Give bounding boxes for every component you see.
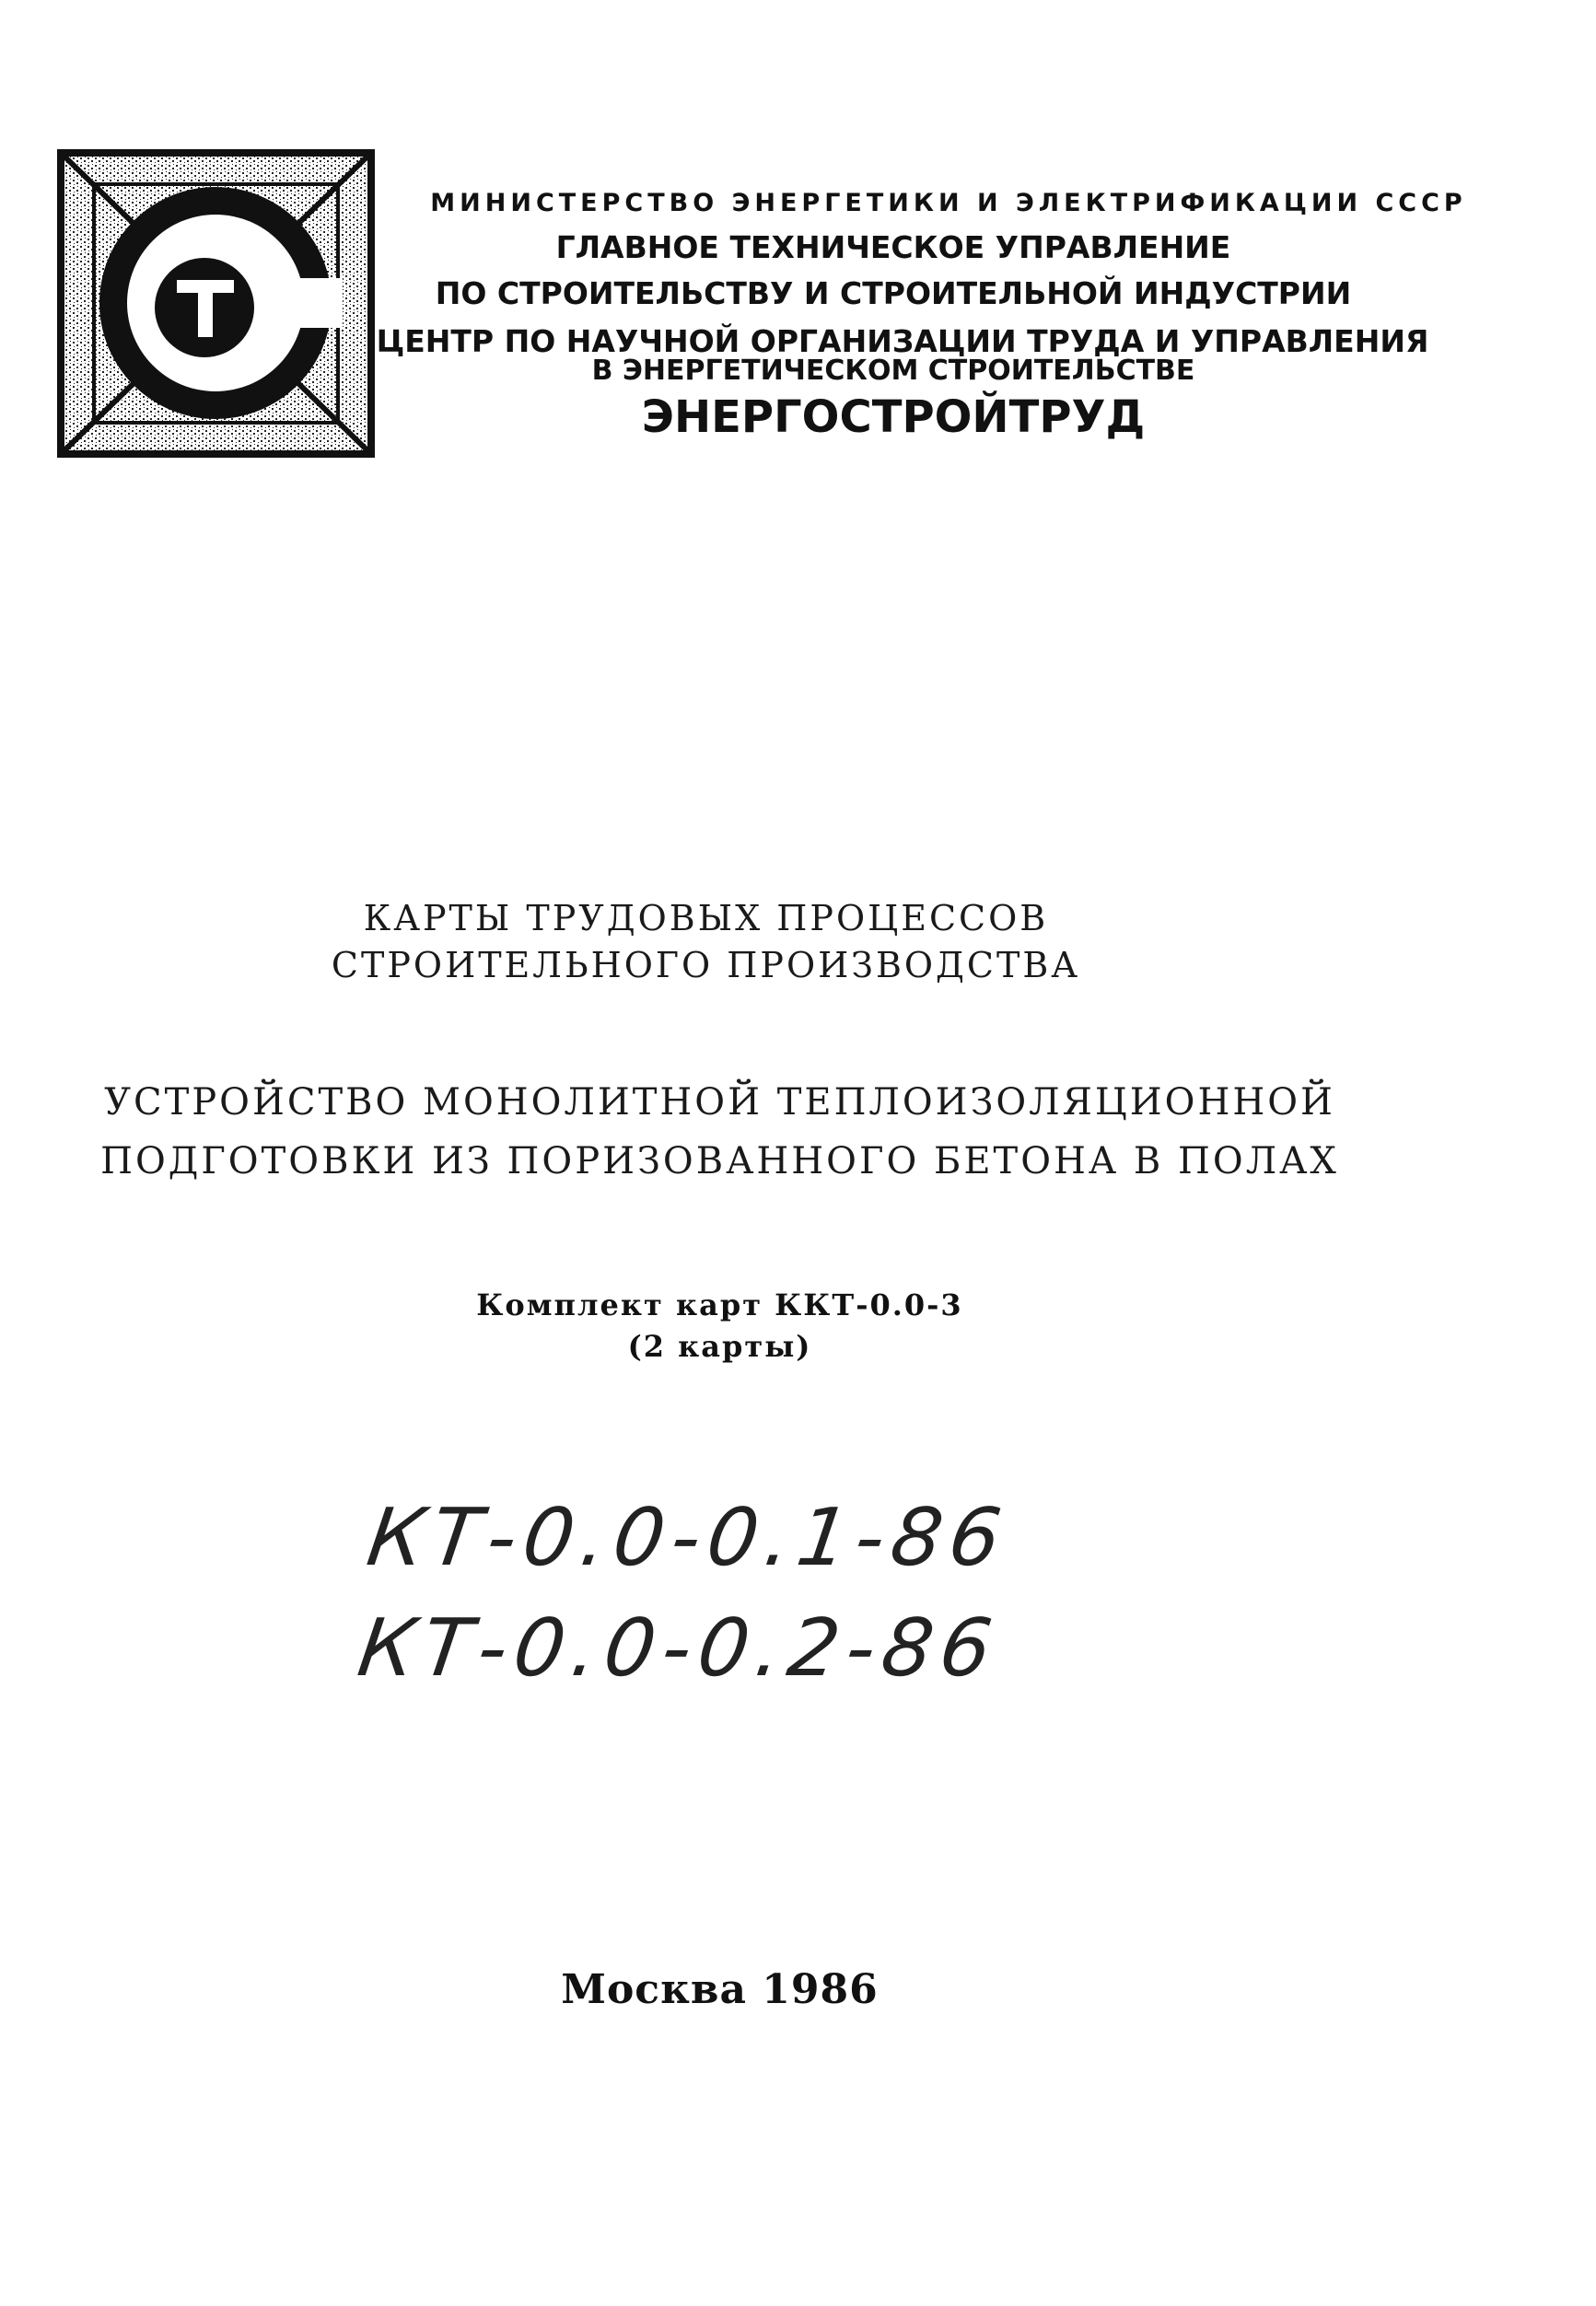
handwritten-card-number-1: КТ-0.0-0.1-86 <box>361 1492 1014 1584</box>
sub-department: ПО СТРОИТЕЛЬСТВУ И СТРОИТЕЛЬНОЙ ИНДУСТРИИ <box>435 274 1352 311</box>
header-organization-block <box>368 189 1474 444</box>
kit-designation-line-1: Комплект карт ККТ-0.0-3 <box>476 1287 963 1322</box>
brand-name: ЭНЕРГОСТРОЙТРУД <box>641 391 1146 444</box>
publication-place-year <box>0 1966 1596 2013</box>
main-department: ГЛАВНОЕ ТЕХНИЧЕСКОЕ УПРАВЛЕНИЕ <box>555 229 1231 266</box>
handwritten-card-numbers <box>0 1473 1013 1713</box>
document-title-line-2: ПОДГОТОВКИ ИЗ ПОРИЗОВАННОГО БЕТОНА В ПОЛАХ <box>100 1140 1339 1182</box>
series-title <box>0 895 1596 990</box>
document-title-line-1: УСТРОЙСТВО МОНОЛИТНОЙ ТЕПЛОИЗОЛЯЦИОННОЙ <box>104 1081 1335 1124</box>
ministry-name: МИНИСТЕРСТВО ЭНЕРГЕТИКИ И ЭЛЕКТРИФИКАЦИИ СССР <box>430 189 1467 217</box>
center-name-line-2: В ЭНЕРГЕТИЧЕСКОМ СТРОИТЕЛЬСТВЕ <box>591 354 1195 387</box>
kit-designation-line-2: (2 карты) <box>627 1328 812 1364</box>
place-year-text: Москва 1986 <box>561 1966 879 2013</box>
handwritten-card-number-2: КТ-0.0-0.2-86 <box>352 1602 1005 1695</box>
series-title-line-1: КАРТЫ ТРУДОВЫХ ПРОЦЕССОВ <box>363 898 1049 938</box>
center-name-line-1: ЦЕНТР ПО НАУЧНОЙ ОРГАНИЗАЦИИ ТРУДА И УПРАВЛЕНИЯ <box>376 322 1429 359</box>
document-title <box>0 1073 1596 1191</box>
series-title-line-2: СТРОИТЕЛЬНОГО ПРОИЗВОДСТВА <box>331 945 1081 986</box>
kit-designation <box>0 1285 1596 1368</box>
